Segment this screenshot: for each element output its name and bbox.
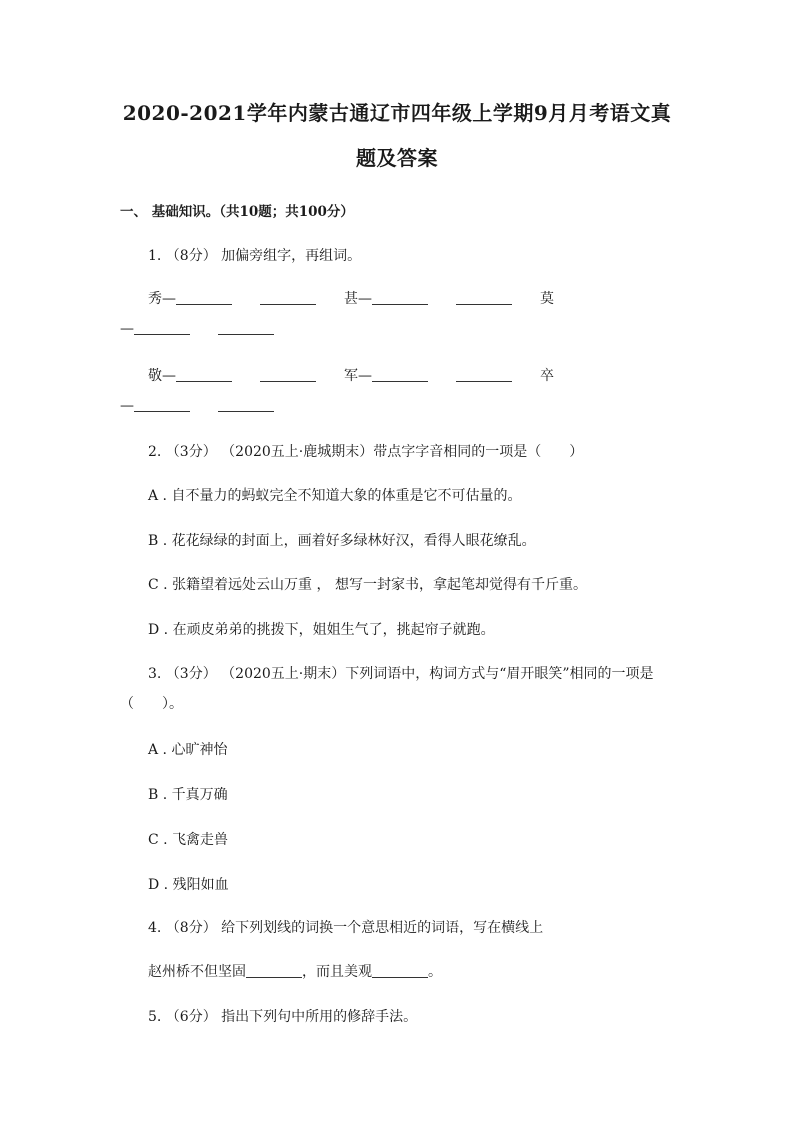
answer-blank[interactable]: [372, 963, 428, 978]
q4-sentence: [148, 961, 442, 981]
q2-option-a[interactable]: A . 自不量力的蚂蚁完全不知道大象的体重是它不可估量的。: [148, 488, 522, 504]
q3-option-d[interactable]: D . 残阳如血: [148, 877, 229, 893]
q3-option-b[interactable]: B . 千真万确: [148, 787, 228, 803]
q1-row-1: [148, 288, 554, 308]
answer-blank[interactable]: [134, 397, 190, 412]
q1-char: 军: [344, 368, 358, 384]
dash: —: [162, 368, 176, 384]
q1-row-2: [148, 365, 554, 385]
q1-char: 莫: [540, 291, 554, 307]
dash: —: [358, 291, 372, 307]
q1-char: 敬: [148, 368, 162, 384]
answer-blank[interactable]: [176, 367, 232, 382]
q4-sentence-part-b: ，而且美观: [302, 964, 372, 980]
q1-char: 卒: [540, 368, 554, 384]
answer-blank[interactable]: [260, 367, 316, 382]
q3-option-c[interactable]: C . 飞禽走兽: [148, 832, 229, 848]
question-1-stem: 1. （8分） 加偏旁组字，再组词。: [148, 248, 362, 264]
answer-blank[interactable]: [372, 367, 428, 382]
answer-blank[interactable]: [134, 320, 190, 335]
question-2-stem: 2. （3分） （2020五上·鹿城期末）带点字字音相同的一项是（ ）: [148, 444, 584, 460]
question-3-stem: 3. （3分） （2020五上·期末）下列词语中，构词方式与“眉开眼笑”相同的一项是: [148, 666, 654, 682]
question-3-stem-cont: （ ）。: [120, 696, 183, 712]
dash: —: [162, 291, 176, 307]
question-4-stem: 4. （8分） 给下列划线的词换一个意思相近的词语，写在横线上: [148, 920, 544, 936]
dash: —: [120, 398, 134, 414]
answer-blank[interactable]: [260, 290, 316, 305]
question-5-stem: 5. （6分） 指出下列句中所用的修辞手法。: [148, 1009, 418, 1025]
answer-blank[interactable]: [218, 397, 274, 412]
dash: —: [120, 321, 134, 337]
q1-char: 秀: [148, 291, 162, 307]
answer-blank[interactable]: [246, 963, 302, 978]
q2-option-d[interactable]: D . 在顽皮弟弟的挑拨下，姐姐生气了，挑起帘子就跑。: [148, 622, 495, 638]
answer-blank[interactable]: [218, 320, 274, 335]
document-title-line-2: 题及答案: [356, 146, 438, 170]
q3-option-a[interactable]: A . 心旷神怡: [148, 742, 228, 758]
q1-char: 甚: [344, 291, 358, 307]
answer-blank[interactable]: [456, 290, 512, 305]
q4-sentence-end: 。: [428, 964, 442, 980]
q2-option-b[interactable]: B . 花花绿绿的封面上，画着好多绿林好汉，看得人眼花缭乱。: [148, 533, 536, 549]
dash: —: [358, 368, 372, 384]
answer-blank[interactable]: [456, 367, 512, 382]
document-title-line-1: 2020-2021学年内蒙古通辽市四年级上学期9月月考语文真: [122, 101, 672, 125]
answer-blank[interactable]: [176, 290, 232, 305]
q4-sentence-part-a: 赵州桥不但坚固: [148, 964, 246, 980]
answer-blank[interactable]: [372, 290, 428, 305]
section-heading: 一、 基础知识。（共10题；共100分）: [120, 204, 354, 220]
q2-option-c[interactable]: C . 张籍望着远处云山万重 ， 想写一封家书，拿起笔却觉得有千斤重。: [148, 577, 587, 593]
q1-row-2-cont: [120, 397, 274, 414]
q1-row-1-cont: [120, 320, 274, 337]
